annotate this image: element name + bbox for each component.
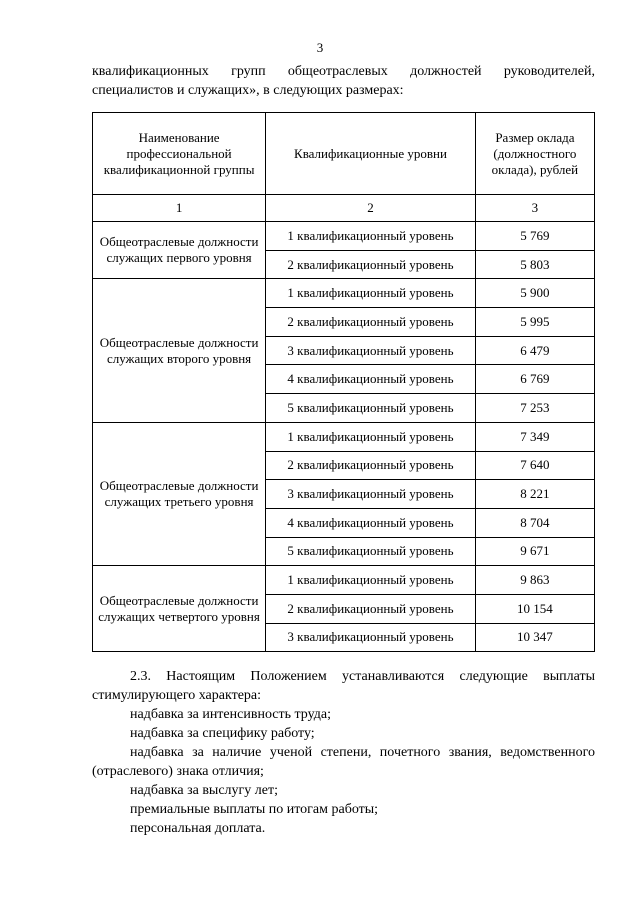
table-header-row: [93, 113, 595, 195]
list-item: надбавка за наличие ученой степени, почетного звания, ведомственного (отраслевого) знака отличия;: [92, 745, 595, 779]
salary-cell: 10 154: [475, 594, 594, 623]
salary-table: [92, 112, 595, 652]
salary-cell: 5 769: [475, 222, 594, 251]
level-cell: 3 квалификационный уровень: [266, 480, 476, 509]
page-number: 3: [316, 40, 324, 55]
intro-text: [92, 62, 595, 100]
intro-line-1: квалификационных групп общеотраслевых должностей руководителей,: [92, 64, 595, 79]
level-cell: 2 квалификационный уровень: [266, 308, 476, 337]
table-row: [93, 422, 595, 451]
group-name-cell: Общеотраслевые должности служащих третьего уровня: [93, 422, 266, 565]
level-cell: 1 квалификационный уровень: [266, 566, 476, 595]
level-cell: 1 квалификационный уровень: [266, 222, 476, 251]
table-row: [93, 566, 595, 595]
level-cell: 2 квалификационный уровень: [266, 250, 476, 279]
salary-cell: 7 349: [475, 422, 594, 451]
level-cell: 4 квалификационный уровень: [266, 508, 476, 537]
level-cell: 4 квалификационный уровень: [266, 365, 476, 394]
salary-cell: 7 253: [475, 394, 594, 423]
header-levels: Квалификационные уровни: [266, 113, 476, 195]
list-item: надбавка за выслугу лет;: [130, 783, 278, 798]
salary-cell: 5 995: [475, 308, 594, 337]
list-item: надбавка за интенсивность труда;: [130, 707, 331, 722]
list-item: премиальные выплаты по итогам работы;: [130, 802, 379, 817]
salary-cell: 8 704: [475, 508, 594, 537]
salary-cell: 6 479: [475, 336, 594, 365]
column-number: 1: [93, 195, 266, 222]
level-cell: 3 квалификационный уровень: [266, 623, 476, 652]
section-paragraph: 2.3. Настоящим Положением устанавливаются следующие выплаты стимулирующего характера:: [92, 669, 595, 703]
list-item: надбавка за специфику работу;: [130, 726, 315, 741]
header-salary: Размер оклада (должностного оклада), рублей: [475, 113, 594, 195]
intro-line-2: специалистов и служащих», в следующих размерах:: [92, 83, 404, 98]
column-number-row: [93, 195, 595, 222]
salary-cell: 7 640: [475, 451, 594, 480]
salary-cell: 9 671: [475, 537, 594, 566]
salary-cell: 5 900: [475, 279, 594, 308]
level-cell: 5 квалификационный уровень: [266, 394, 476, 423]
section-2-3: [92, 667, 595, 838]
table-row: [93, 279, 595, 308]
salary-cell: 9 863: [475, 566, 594, 595]
group-name-cell: Общеотраслевые должности служащих второго уровня: [93, 279, 266, 422]
level-cell: 2 квалификационный уровень: [266, 451, 476, 480]
salary-cell: 10 347: [475, 623, 594, 652]
list-item: персональная доплата.: [130, 821, 266, 836]
column-number: 2: [266, 195, 476, 222]
level-cell: 3 квалификационный уровень: [266, 336, 476, 365]
group-name-cell: Общеотраслевые должности служащих четвертого уровня: [93, 566, 266, 652]
column-number: 3: [475, 195, 594, 222]
level-cell: 2 квалификационный уровень: [266, 594, 476, 623]
level-cell: 1 квалификационный уровень: [266, 279, 476, 308]
header-group-name: Наименование профессиональной квалификационной группы: [93, 113, 266, 195]
group-name-cell: Общеотраслевые должности служащих первого уровня: [93, 222, 266, 279]
salary-cell: 8 221: [475, 480, 594, 509]
salary-cell: 6 769: [475, 365, 594, 394]
salary-cell: 5 803: [475, 250, 594, 279]
level-cell: 1 квалификационный уровень: [266, 422, 476, 451]
level-cell: 5 квалификационный уровень: [266, 537, 476, 566]
table-row: [93, 222, 595, 251]
